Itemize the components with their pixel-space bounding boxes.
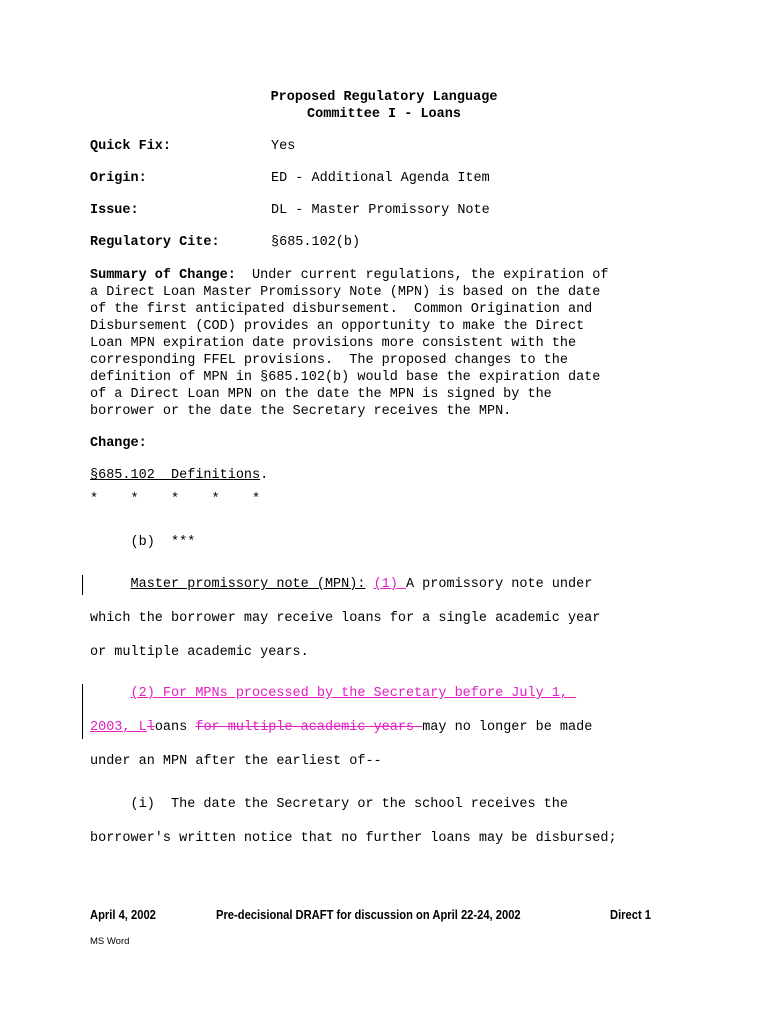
summary-line: definition of MPN in §685.102(b) would base the expiration date bbox=[90, 370, 601, 385]
field-label-regulatory-cite: Regulatory Cite: bbox=[90, 235, 220, 250]
mpn-text: A promissory note under bbox=[405, 577, 593, 592]
change-bar bbox=[82, 684, 83, 739]
summary-line: Disbursement (COD) provides an opportunity to make the Direct bbox=[90, 319, 585, 334]
summary-line: borrower or the date the Secretary receives the MPN. bbox=[90, 404, 512, 419]
omitted-text-asterisks: * * * * * bbox=[90, 492, 261, 507]
field-value-regulatory-cite: §685.102(b) bbox=[271, 235, 361, 250]
summary-line: Loan MPN expiration date provisions more consistent with the bbox=[90, 336, 577, 351]
paragraph-2-text: oans bbox=[154, 720, 196, 735]
footer-page-label: Direct 1 bbox=[610, 907, 652, 922]
paragraph-2 bbox=[90, 677, 690, 779]
mpn-definition bbox=[90, 568, 690, 670]
paragraph-b: (b) *** bbox=[90, 535, 196, 550]
summary-line: a Direct Loan Master Promissory Note (MPN) is based on the date bbox=[90, 285, 601, 300]
subparagraph-i bbox=[90, 788, 690, 856]
mpn-text: which the borrower may receive loans for a single academic year bbox=[90, 611, 601, 626]
field-label-quick-fix: Quick Fix: bbox=[90, 139, 172, 154]
paragraph-2-text: under an MPN after the earliest of-- bbox=[90, 754, 382, 769]
footer-date: April 4, 2002 bbox=[90, 907, 156, 922]
field-label-origin: Origin: bbox=[90, 171, 147, 186]
field-value-quick-fix: Yes bbox=[271, 139, 296, 154]
field-value-origin: ED - Additional Agenda Item bbox=[271, 171, 490, 186]
inserted-text: (1) bbox=[373, 577, 406, 592]
deleted-text: l bbox=[146, 720, 155, 735]
change-bar bbox=[82, 575, 83, 595]
section-heading-text: §685.102 Definitions bbox=[90, 468, 261, 483]
doc-title-line1: Proposed Regulatory Language bbox=[270, 90, 498, 105]
footer-source: MS Word bbox=[90, 936, 130, 947]
summary-line: of a Direct Loan MPN on the date the MPN is signed by the bbox=[90, 387, 552, 402]
subparagraph-i-text: borrower's written notice that no further loans may be disbursed; bbox=[90, 831, 617, 846]
section-heading bbox=[90, 468, 268, 483]
inserted-text: (2) For MPNs processed by the Secretary before July 1, bbox=[130, 686, 577, 701]
summary-line: Under current regulations, the expiration of bbox=[235, 268, 609, 283]
summary-paragraph bbox=[90, 267, 690, 420]
field-value-issue: DL - Master Promissory Note bbox=[271, 203, 490, 218]
mpn-text: or multiple academic years. bbox=[90, 645, 309, 660]
section-heading-period: . bbox=[260, 468, 269, 483]
field-label-issue: Issue: bbox=[90, 203, 139, 218]
deleted-text: for multiple academic years bbox=[195, 720, 423, 735]
change-label: Change: bbox=[90, 436, 147, 451]
mpn-term: Master promissory note (MPN): bbox=[130, 577, 366, 592]
summary-line: of the first anticipated disbursement. Common Origination and bbox=[90, 302, 593, 317]
summary-line: corresponding FFEL provisions. The proposed changes to the bbox=[90, 353, 568, 368]
inserted-text: 2003, L bbox=[90, 720, 147, 735]
paragraph-2-text: may no longer be made bbox=[422, 720, 593, 735]
footer-draft-note: Pre-decisional DRAFT for discussion on April 22-24, 2002 bbox=[216, 907, 521, 922]
summary-label: Summary of Change: bbox=[90, 268, 236, 283]
subparagraph-i-text: (i) The date the Secretary or the school receives the bbox=[90, 797, 568, 812]
doc-title-line2: Committee I - Loans bbox=[307, 107, 461, 122]
